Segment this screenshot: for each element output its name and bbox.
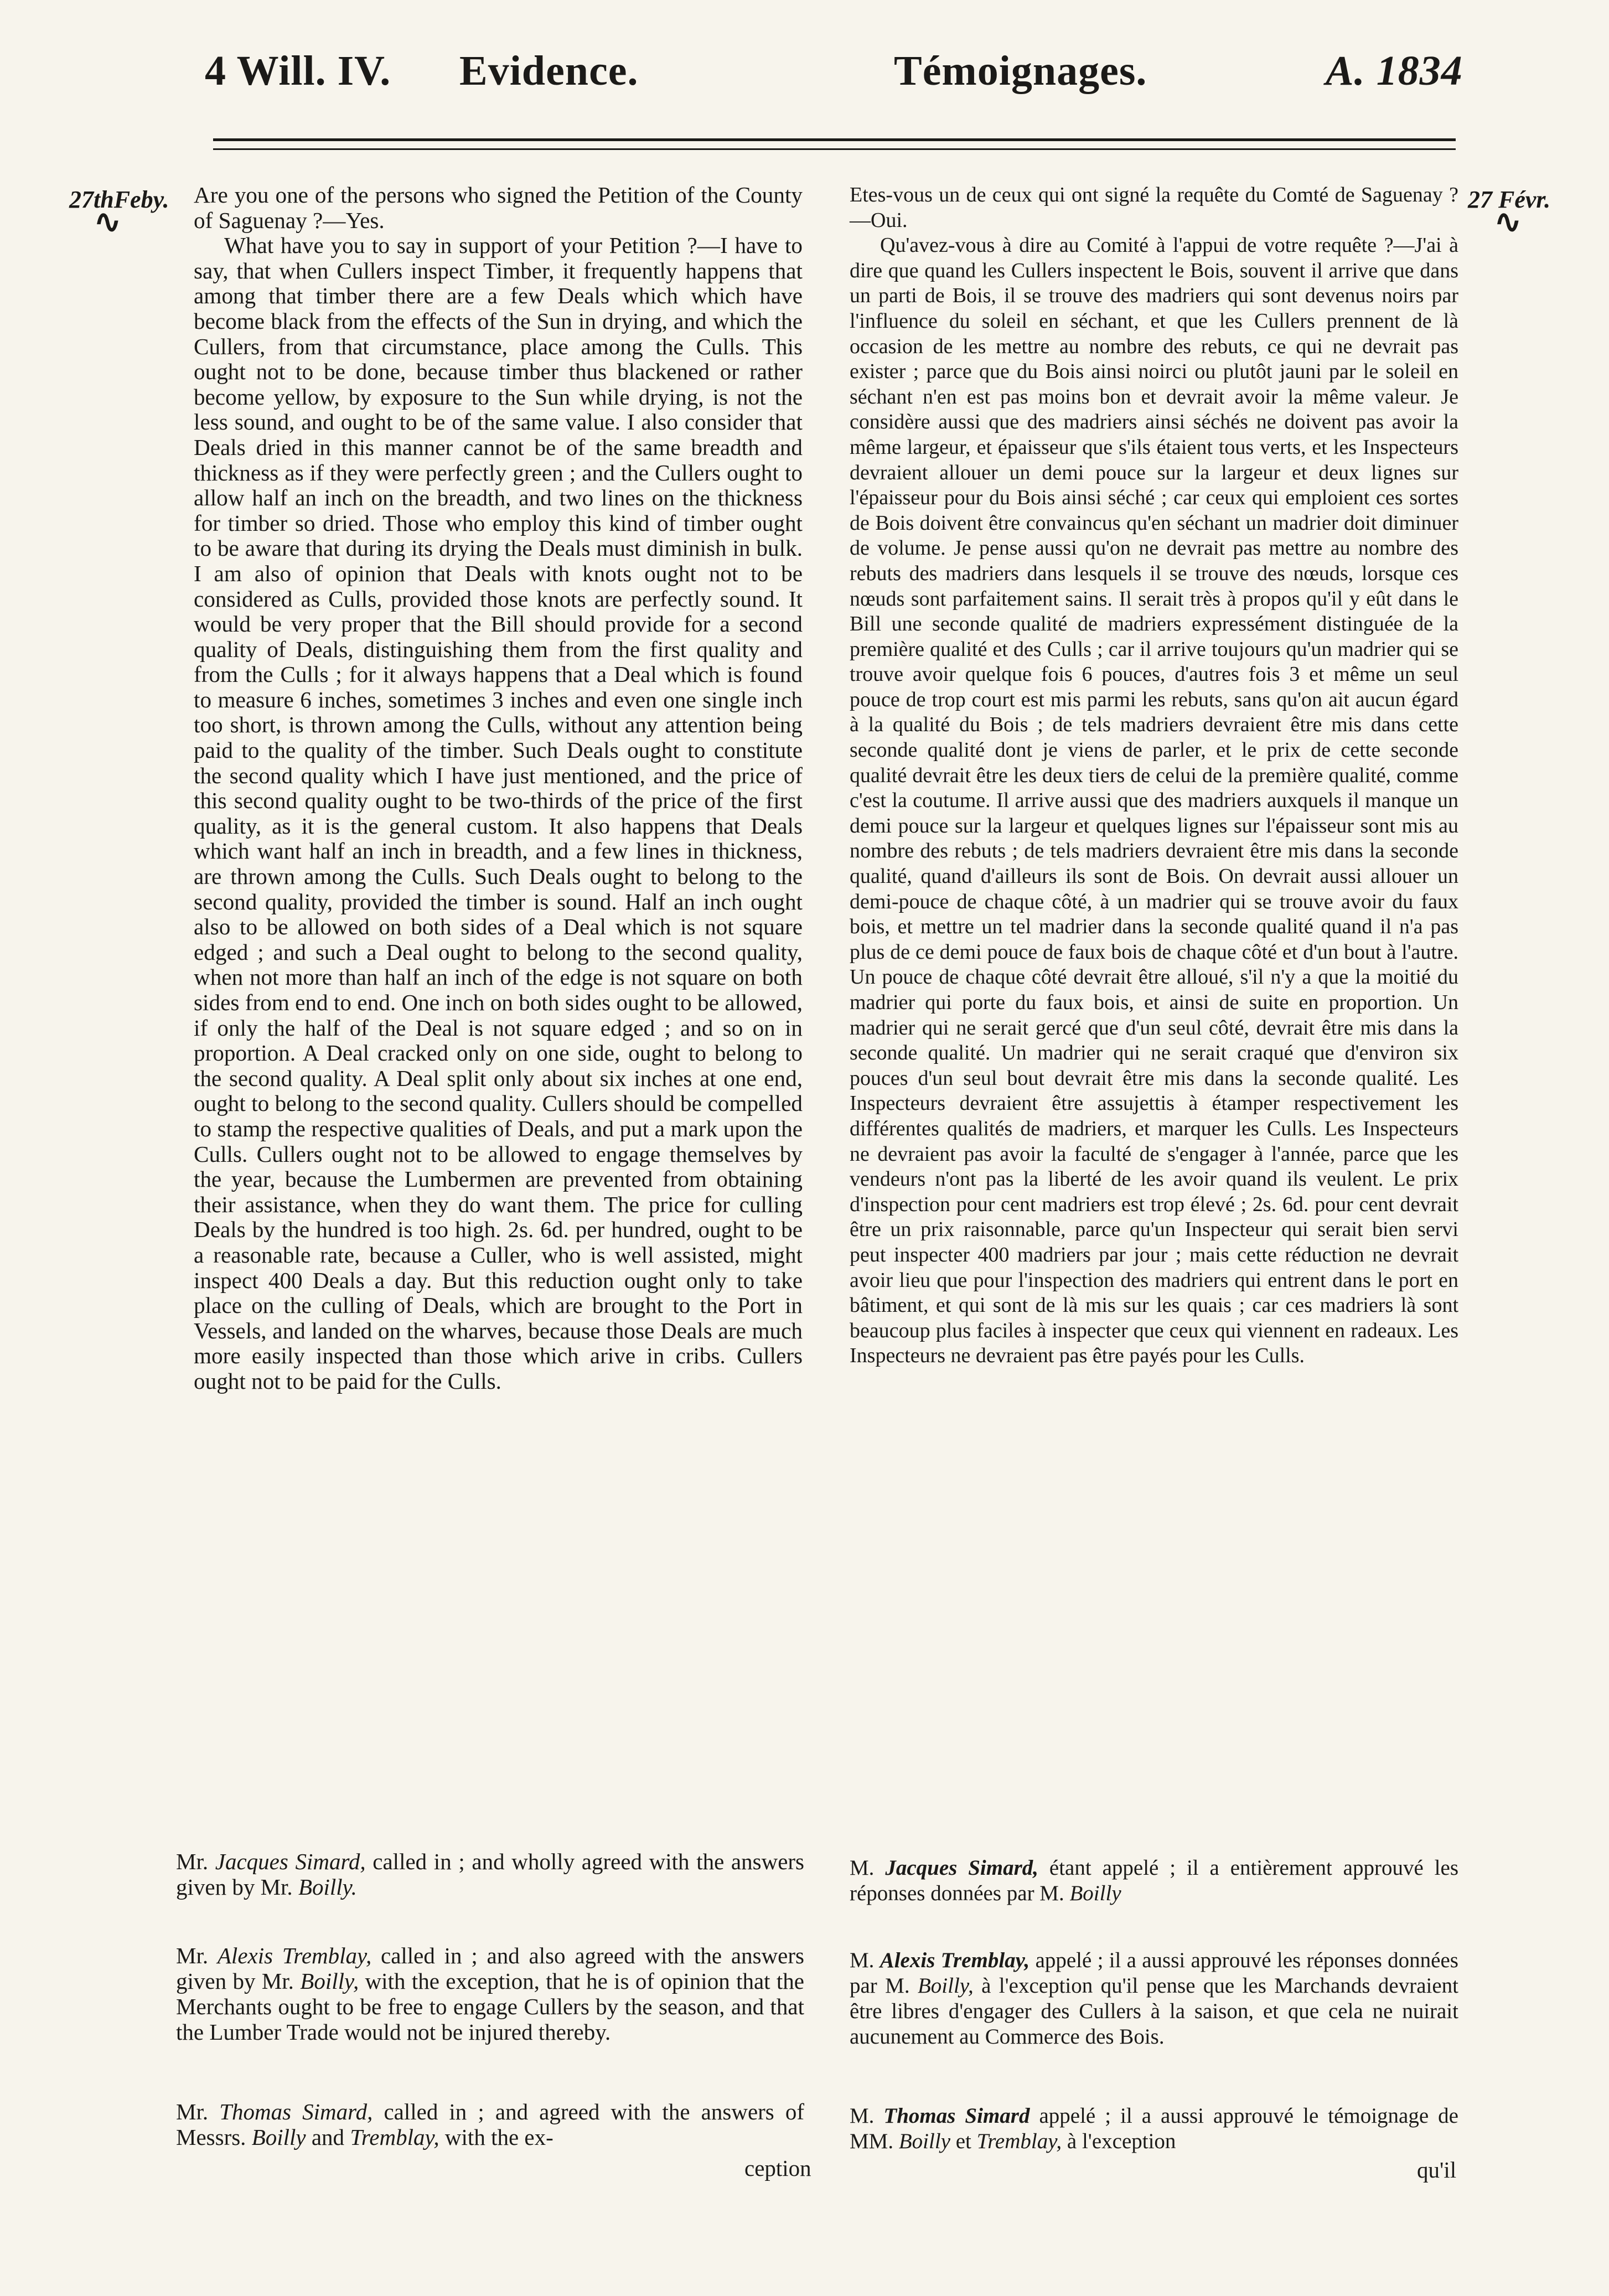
witness-prefix: M. [850,1948,880,1972]
witness-text: called in ; and also agreed with the answers given by Mr. [176,1943,804,1994]
witness-text: called in ; and agreed with the answers of Messrs. [176,2099,804,2150]
header-volume: 4 Will. IV. [205,48,391,94]
french-witness-2 [850,1948,1458,2050]
witness-text: and [306,2124,350,2150]
witness-text: et [950,2129,977,2153]
witness-text: à l'exception qu'il pense que les Marchands devraient être libres d'engager des Cullers à la saison, et que cela ne nuirait aucunement au Commerce des Bois. [850,1974,1458,2049]
witness-reference: Boilly, [917,1974,974,1998]
flourish-ornament-right: ∿ [1494,204,1522,240]
witness-prefix: M. [850,1856,886,1880]
english-column [194,183,803,1394]
witness-prefix: Mr. [176,1943,218,1968]
header-right-title: Témoignages. [894,48,1147,94]
witness-text: with the exception, that he is of opinion that the Merchants ought to be free to engage Cullers by the season, and that the Lumber Trade would not be injured thereby. [176,1968,805,2045]
witness-reference: Tremblay, [350,2124,439,2150]
witness-text: appelé ; il a aussi approuvé le témoignage de MM. [850,2104,1458,2153]
witness-text: with the ex- [439,2124,553,2150]
english-witness-3 [176,2099,804,2150]
witness-name: Thomas Simard, [219,2099,373,2124]
witness-reference: Tremblay, [976,2129,1062,2153]
header-left-title: Evidence. [459,48,639,94]
french-question-1: Etes-vous un de ceux qui ont signé la requête du Comté de Saguenay ?—Oui. [850,183,1458,232]
witness-reference: Boilly [1069,1881,1121,1905]
witness-text: appelé ; il a aussi approuvé les réponses données par M. [850,1948,1458,1998]
running-header [0,47,1609,108]
header-year: A. 1834 [1326,48,1463,94]
witness-text: à l'exception [1062,2129,1176,2153]
english-catchword: ception [744,2155,811,2181]
english-question-2: What have you to say in support of your Petition ?—I have to say, that when Cullers inspect Timber, it frequently happens that among that timber there are a few Deals which which have become black from the effects of the Sun in drying, and which the Cullers, from that circumstance, place among the Culls. This ought not to be done, because timber thus blackened or rather become yellow, by exposure to the Sun while drying, is not the less sound, and ought to be of the same value. I also consider that Deals dried in this manner cannot be of the same breadth and thickness as if they were perfectly green ; and the Cullers ought to allow half an inch on the breadth, and two lines on the thickness for timber so dried. Those who employ this kind of timber ought to be aware that during its drying the Deals must diminish in bulk. I am also of opinion that Deals with knots ought not to be considered as Culls, provided those knots are perfectly sound. It would be very proper that the Bill should provide for a second quality of Deals, distinguishing them from the first quality and from the Culls ; for it always happens that a Deal which is found to measure 6 inches, sometimes 3 inches and even one single inch too short, is thrown among the Culls, without any attention being paid to the quality of the timber. Such Deals ought to constitute the second quality which I have just mentioned, and the price of this second quality ought to be two-thirds of the price of the first quality, as it is the general custom. It also happens that Deals which want half an inch in breadth, and a few lines in thickness, are thrown among the Culls. Such Deals ought to belong to the second quality, provided the timber is sound. Half an inch ought also to be allowed on both sides of a Deal which is not square edged ; and such a Deal ought to belong to the second quality, when not more than half an inch of the edge is not square on both sides from end to end. One inch on both sides ought to be allowed, if only the half of the Deal is not square edged ; and so on in proportion. A Deal cracked only on one side, ought to belong to the second quality. A Deal split only about six inches at one end, ought to belong to the second quality. Cullers should be compelled to stamp the respective qualities of Deals, and put a mark upon the Culls. Cullers ought not to be allowed to engage themselves by the year, because the Lumbermen are prevented from obtaining their assistance, when they do want them. The price for culling Deals by the hundred is too high. 2s. 6d. per hundred, ought to be a reasonable rate, because a Culler, who is well assisted, might inspect 400 Deals a day. But this reduction ought only to take place on the culling of Deals, which are brought to the Port in Vessels, and landed on the wharves, because those Deals are much more easily inspected than those which arive in cribs. Cullers ought not to be paid for the Culls. [194,232,803,1394]
witness-text: étant appelé ; il a entièrement approuvé les réponses données par M. [850,1856,1458,1905]
header-rule-thin [213,148,1456,150]
english-question-1: Are you one of the persons who signed the Petition of the County of Saguenay ?—Yes. [194,182,803,233]
margin-date-right: 27 Févr. [1468,186,1551,213]
witness-prefix: Mr. [176,1849,215,1874]
witness-name: Thomas Simard [883,2104,1030,2128]
english-witness-1 [176,1849,804,1900]
witness-reference: Boilly [898,2129,950,2153]
header-rule-thick [213,138,1456,141]
witness-name: Alexis Tremblay, [879,1948,1030,1972]
flourish-ornament-left: ∿ [94,204,121,240]
witness-name: Alexis Tremblay, [217,1943,372,1968]
margin-date-left: 27thFeby. [69,186,169,213]
french-catchword: qu'il [1417,2157,1457,2183]
witness-name: Jacques Simard, [215,1849,366,1874]
witness-text: called in ; and wholly agreed with the answers given by Mr. [176,1849,804,1900]
french-witness-1 [850,1855,1458,1906]
french-question-2: Qu'avez-vous à dire au Comité à l'appui de votre requête ?—J'ai à dire que quand les Cullers inspectent le Bois, souvent il arrive que dans un parti de Bois, il se trouve des madriers qui sont devenus noirs par l'influence du soleil en séchant, et que les Cullers prennent de là occasion de les mettre au nombre des rebuts, ce qui ne devrait pas exister ; parce que du Bois ainsi noirci ou plutôt jauni par le soleil en séchant n'en est pas moins bon et devrait avoir la même valeur. Je considère aussi que des madriers ainsi séchés ne doivent pas avoir la même largeur, et épaisseur que s'ils étaient tous verts, et les Inspecteurs devraient allouer un demi pouce sur la largeur et deux lignes sur l'épaisseur pour du Bois ainsi séché ; car ceux qui emploient ces sortes de Bois doivent être convaincus qu'en séchant un madrier doit diminuer de volume. Je pense aussi qu'on ne devrait pas mettre au nombre des rebuts des madriers dans lesquels il se trouve des nœuds, lorsque ces nœuds sont parfaitement sains. Il serait très à propos qu'il y eût dans le Bill une seconde qualité de madriers expressément distinguée de la première qualité et des Culls ; car il arrive toujours qu'un madrier qui se trouve avoir quelque fois 6 pouces, d'autres fois 3 et même un seul pouce de trop court est mis parmi les rebuts, sans qu'on ait aucun égard à la qualité du Bois ; de tels madriers devraient être mis dans cette seconde qualité dont je viens de parler, et le prix de cette seconde qualité devrait être les deux tiers de celui de la première qualité, comme c'est la coutume. Il arrive aussi que des madriers auxquels il manque un demi pouce sur la largeur et quelques lignes sur l'épaisseur sont mis au nombre des rebuts ; de tels madriers devraient être mis dans la seconde qualité, quand d'ailleurs ils sont de Bois. On devrait aussi allouer un demi-pouce de chaque côté, à un madrier qui se trouve avoir du faux bois, et mettre un tel madrier dans la seconde qualité quand il n'a pas plus de ce demi pouce de faux bois de chaque côté et d'un bout à l'autre. Un pouce de chaque côté devrait être alloué, s'il n'y a que la moitié du madrier qui porte du faux bois, et ainsi de suite en proportion. Un madrier qui ne serait gercé que d'un seul côté, devrait être mis dans la seconde qualité. Un madrier qui ne serait craqué que d'environ six pouces d'un seul bout devrait être mis dans la seconde qualité. Les Inspecteurs devraient être assujettis à étamper respectivement les différentes qualités de madriers, et marquer les Culls. Les Inspecteurs ne devraient pas avoir la faculté de s'engager à l'année, parce que les vendeurs n'ont pas la liberté de les avoir quand ils veulent. Le prix d'inspection pour cent madriers est trop élevé ; 2s. 6d. pour cent devrait être un prix raisonnable, parce qu'un Inspecteur qui serait bien servi peut inspecter 400 madriers par jour ; mais cette réduction ne devrait avoir lieu que pour l'inspection des madriers qui entrent dans le port en bâtiment, et qui sont de là mis sur les quais ; car ces madriers là sont beaucoup plus faciles à inspecter que ceux qui viennent en radeaux. Les Inspecteurs ne devraient pas être payés pour les Culls. [850,234,1458,1368]
witness-prefix: M. [850,2104,884,2128]
french-column [850,183,1458,1369]
witness-name: Jacques Simard, [885,1856,1038,1880]
witness-reference: Boilly [251,2124,306,2150]
witness-prefix: Mr. [176,2099,220,2124]
witness-reference: Boilly. [298,1874,357,1900]
french-witness-3 [850,2103,1458,2154]
witness-reference: Boilly, [300,1968,359,1994]
english-witness-2 [176,1943,804,2045]
